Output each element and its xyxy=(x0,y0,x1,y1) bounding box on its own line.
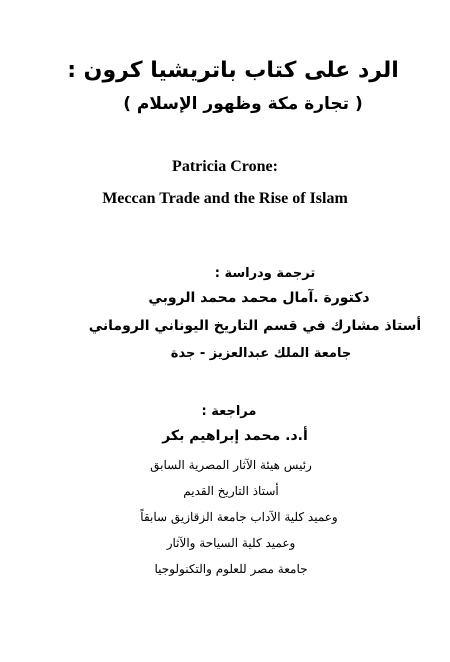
arabic-subtitle: ( تجارة مكة وظهور الإسلام ) xyxy=(123,94,363,114)
translation-label: ترجمة ودراسة : xyxy=(214,266,316,281)
reviewer-title: وعميد كلية السياحة والآثار xyxy=(166,536,296,550)
book-title-en: Meccan Trade and the Rise of Islam xyxy=(102,190,348,207)
reviewer-title: أستاذ التاريخ القديم xyxy=(183,484,279,498)
reviewer-name: أ.د. محمد إبراهيم بكر xyxy=(162,428,308,444)
translator-position: أستاذ مشارك في قسم التاريخ اليوناني الروماني xyxy=(88,318,422,334)
reviewer-title: جامعة مصر للعلوم والتكنولوجيا xyxy=(154,562,308,576)
reviewer-title: رئيس هيئة الآثار المصرية السابق xyxy=(150,458,312,472)
reviewer-title: وعميد كلية الآداب جامعة الزقازيق سابقاً xyxy=(140,510,338,524)
translator-name: دكتورة .آمال محمد محمد الروبي xyxy=(148,290,370,306)
review-label: مراجعة : xyxy=(201,404,257,419)
author-name-en: Patricia Crone: xyxy=(172,158,278,175)
arabic-title: الرد على كتاب باتريشيا كرون : xyxy=(67,58,399,83)
translator-university: جامعة الملك عبدالعزيز - جدة xyxy=(170,346,352,361)
